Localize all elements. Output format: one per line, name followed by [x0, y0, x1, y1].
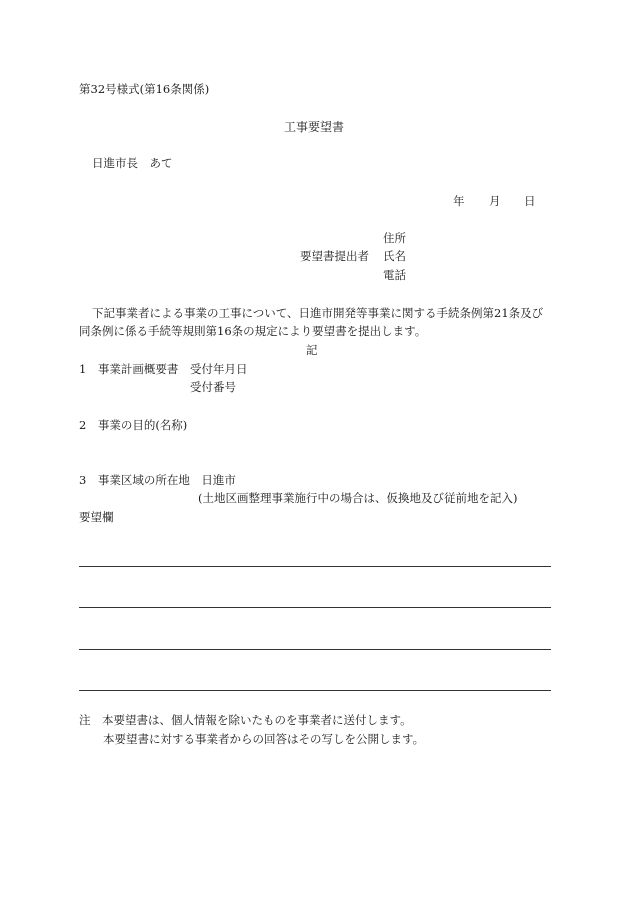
request-write-line-2 [79, 607, 551, 608]
body-text-line-1: 下記事業者による事業の工事について、日進市開発等事業に関する手続条例第21条及び [92, 306, 544, 320]
addressee: 日進市長 あて [92, 156, 173, 170]
date-day-label: 日 [524, 194, 536, 208]
date-month-label: 月 [489, 194, 501, 208]
item-2-label: 2 事業の目的(名称) [79, 418, 188, 432]
form-number: 第32号様式(第16条関係) [79, 82, 210, 96]
applicant-role-label: 要望書提出者 [300, 249, 369, 263]
body-text-line-2: 同条例に係る手続等規則第16条の規定により要望書を提出します。 [79, 324, 427, 338]
date-year-label: 年 [453, 194, 465, 208]
ki-heading: 記 [306, 343, 318, 357]
item-1-received-number: 受付番号 [190, 380, 236, 394]
applicant-address-label: 住所 [383, 231, 406, 245]
item-3-note: (土地区画整理事業施行中の場合は、仮換地及び従前地を記入) [198, 491, 518, 505]
document-title: 工事要望書 [284, 120, 345, 134]
note-line-1: 注 本要望書は、個人情報を除いたものを事業者に送付します。 [79, 713, 412, 727]
note-line-2: 本要望書に対する事業者からの回答はその写しを公開します。 [103, 732, 425, 746]
request-field-label: 要望欄 [79, 510, 114, 524]
applicant-name-label: 氏名 [383, 249, 406, 263]
request-write-line-3 [79, 649, 551, 650]
item-1-label: 1 事業計画概要書 [79, 362, 179, 376]
applicant-phone-label: 電話 [383, 268, 406, 282]
item-1-received-date: 受付年月日 [190, 362, 248, 376]
request-write-line-1 [79, 566, 551, 567]
request-write-line-4 [79, 690, 551, 691]
item-3-label: 3 事業区域の所在地 日進市 [79, 473, 236, 487]
